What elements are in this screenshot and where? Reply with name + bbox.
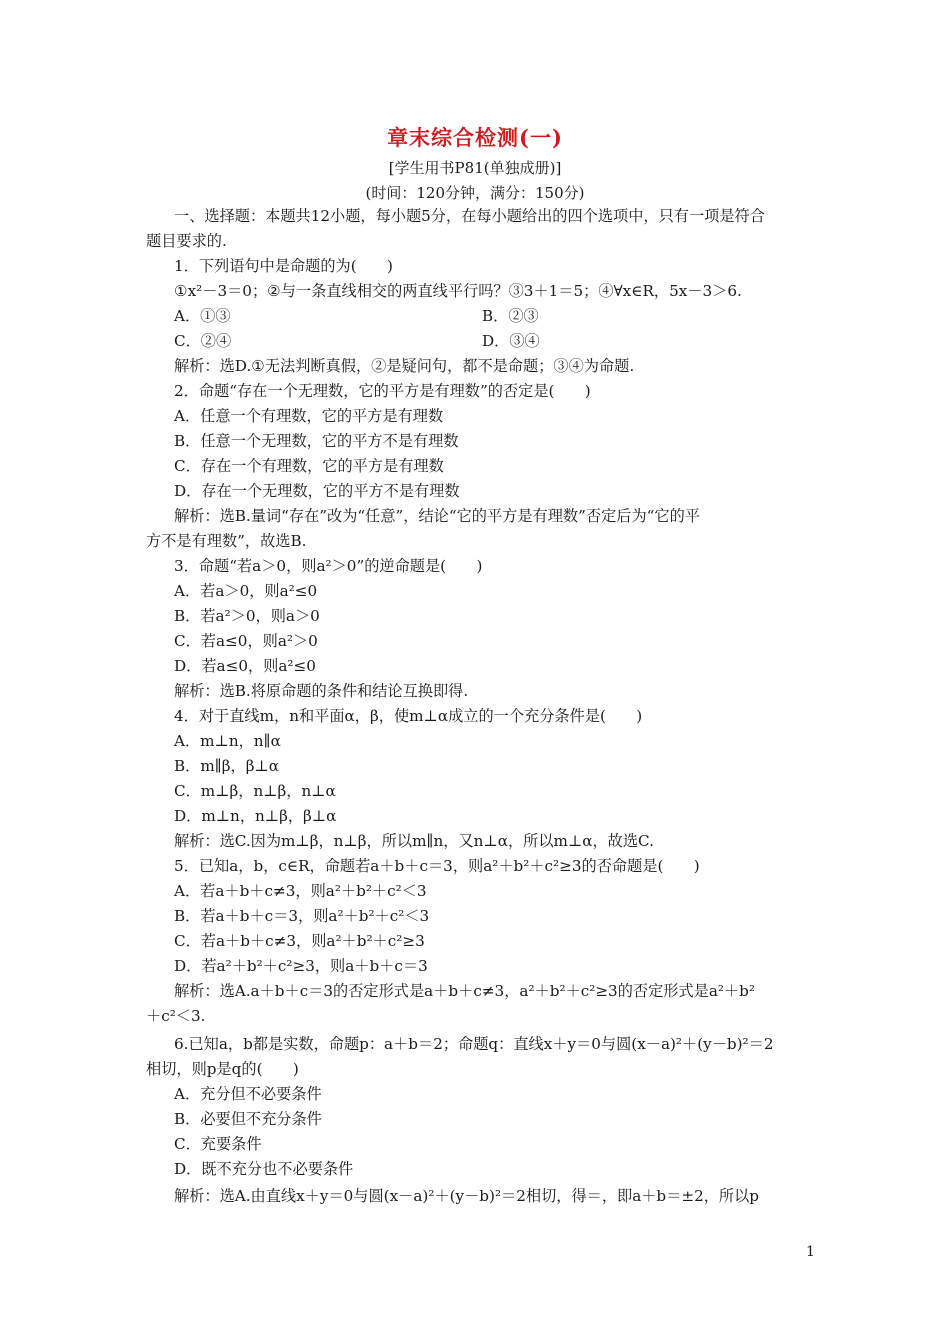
question-5-option-a: A．若a＋b＋c≠3，则a²＋b²＋c²＜3 <box>174 882 427 900</box>
question-6-option-d: D．既不充分也不必要条件 <box>174 1160 354 1178</box>
question-3-solution: 解析：选B.将原命题的条件和结论互换即得. <box>174 682 469 700</box>
question-4-solution: 解析：选C.因为m⊥β，n⊥β，所以m∥n，又n⊥α，所以m⊥α，故选C. <box>174 832 654 850</box>
question-3-option-c: C．若a≤0，则a²＞0 <box>174 632 318 650</box>
question-1-option-a: A．①③ <box>174 307 231 325</box>
question-2-option-c: C．存在一个有理数，它的平方是有理数 <box>174 457 444 475</box>
question-1-statements: ①x²－3＝0；②与一条直线相交的两直线平行吗？③3＋1＝5；④∀x∈R，5x－3＞6. <box>174 282 742 300</box>
question-2-option-b: B．任意一个无理数，它的平方不是有理数 <box>174 432 459 450</box>
question-6-option-a: A．充分但不必要条件 <box>174 1085 322 1103</box>
section-intro-cont: 题目要求的. <box>146 232 227 250</box>
question-5-option-b: B．若a＋b＋c＝3，则a²＋b²＋c²＜3 <box>174 907 430 925</box>
question-5-stem: 5．已知a，b，c∈R，命题若a＋b＋c＝3，则a²＋b²＋c²≥3的否命题是( ) <box>174 857 700 875</box>
question-1-option-d: D．③④ <box>482 332 540 350</box>
question-5-option-c: C．若a＋b＋c≠3，则a²＋b²＋c²≥3 <box>174 932 425 950</box>
question-1-option-c: C．②④ <box>174 332 232 350</box>
question-6-solution: 解析：选A.由直线x＋y＝0与圆(x－a)²＋(y－b)²＝2相切，得＝，即a＋b＝±2，所以p <box>174 1187 760 1205</box>
question-6-option-b: B．必要但不充分条件 <box>174 1110 322 1128</box>
question-5-solution: 解析：选A.a＋b＋c＝3的否定形式是a＋b＋c≠3，a²＋b²＋c²≥3的否定形式是a²＋b² <box>174 982 755 1000</box>
question-3-option-a: A．若a＞0，则a²≤0 <box>174 582 318 600</box>
question-4-option-d: D．m⊥n，n⊥β，β⊥α <box>174 807 337 825</box>
question-4-option-b: B．m∥β，β⊥α <box>174 757 280 775</box>
question-1-solution: 解析：选D.①无法判断真假，②是疑问句，都不是命题；③④为命题. <box>174 357 635 375</box>
question-6-option-c: C．充要条件 <box>174 1135 262 1153</box>
question-4-option-c: C．m⊥β，n⊥β，n⊥α <box>174 782 336 800</box>
question-3-option-d: D．若a≤0，则a²≤0 <box>174 657 316 675</box>
question-2-stem: 2．命题“存在一个无理数，它的平方是有理数”的否定是( ) <box>174 382 591 400</box>
question-2-solution: 解析：选B.量词“存在”改为“任意”，结论“它的平方是有理数”否定后为“它的平 <box>174 507 700 525</box>
question-6-stem-cont: 相切，则p是q的( ) <box>146 1060 299 1078</box>
question-4-stem: 4．对于直线m，n和平面α，β，使m⊥α成立的一个充分条件是( ) <box>174 707 643 725</box>
question-1-stem: 1．下列语句中是命题的为( ) <box>174 257 393 275</box>
question-4-option-a: A．m⊥n，n∥α <box>174 732 281 750</box>
question-2-option-d: D．存在一个无理数，它的平方不是有理数 <box>174 482 460 500</box>
question-2-solution-cont: 方不是有理数”，故选B. <box>146 532 307 550</box>
question-5-option-d: D．若a²＋b²＋c²≥3，则a＋b＋c＝3 <box>174 957 428 975</box>
question-6-stem: 6.已知a，b都是实数，命题p：a＋b＝2；命题q：直线x＋y＝0与圆(x－a)²＋(y－b)²＝2 <box>174 1035 774 1053</box>
question-3-option-b: B．若a²＞0，则a＞0 <box>174 607 320 625</box>
question-5-solution-cont: ＋c²＜3. <box>146 1007 206 1025</box>
section-intro: 一、选择题：本题共12小题，每小题5分，在每小题给出的四个选项中，只有一项是符合 <box>174 207 765 225</box>
page-number: 1 <box>806 1244 815 1260</box>
book-reference: [学生用书P81(单独成册)] <box>388 159 562 177</box>
time-info: (时间：120分钟，满分：150分) <box>365 184 585 202</box>
question-2-option-a: A．任意一个有理数，它的平方是有理数 <box>174 407 444 425</box>
question-3-stem: 3．命题“若a＞0，则a²＞0”的逆命题是( ) <box>174 557 483 575</box>
question-1-option-b: B．②③ <box>482 307 539 325</box>
page-title: 章末综合检测(一) <box>387 125 563 150</box>
